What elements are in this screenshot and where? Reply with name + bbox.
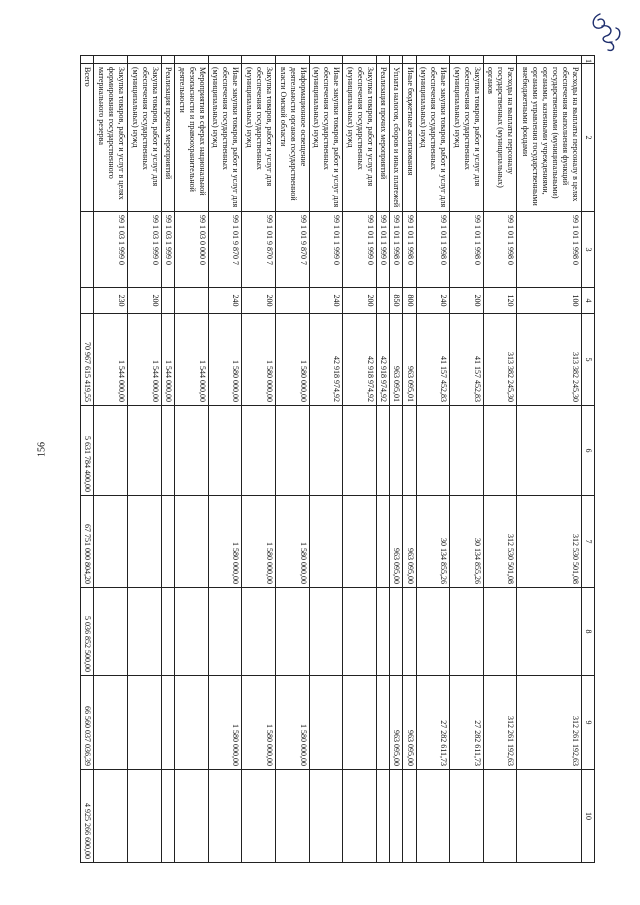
target-code-cell: 99 1 01 1 998 0 xyxy=(450,212,484,288)
total-amount-c6: 5 631 784 400,00 xyxy=(81,406,94,496)
header-row xyxy=(581,56,594,863)
target-code-cell: 99 1 01 9 870 7 xyxy=(242,212,276,288)
total-amount-c8: 5 036 852 500,00 xyxy=(81,588,94,676)
amount-cell-c5: 963 095,01 xyxy=(390,314,403,406)
amount-cell-c5: 1 544 000,00 xyxy=(128,314,162,406)
row-marker-cell xyxy=(517,56,581,64)
expense-type-cell: 240 xyxy=(208,288,242,314)
expense-name-cell: Информационное освещение деятельности органов государственной власти Омской области xyxy=(275,64,309,212)
amount-cell-c7 xyxy=(309,496,343,588)
row-marker-cell xyxy=(376,56,389,64)
amount-cell-c10 xyxy=(208,770,242,863)
row-marker-cell xyxy=(81,56,94,64)
budget-table xyxy=(80,55,595,863)
amount-cell-c10 xyxy=(128,770,162,863)
table-row xyxy=(343,56,377,863)
amount-cell-c8 xyxy=(450,588,484,676)
table-row xyxy=(309,56,343,863)
header-cell: 9 xyxy=(581,676,594,770)
expense-name-cell: Иные закупки товаров, работ и услуг для обеспечения государственных (муниципальных) нужд xyxy=(208,64,242,212)
amount-cell-c10 xyxy=(343,770,377,863)
row-marker-cell xyxy=(450,56,484,64)
total-amount-c9: 66 560 037 036,39 xyxy=(81,676,94,770)
amount-cell-c5: 963 095,01 xyxy=(403,314,416,406)
row-marker-cell xyxy=(343,56,377,64)
expense-type-cell xyxy=(161,288,174,314)
amount-cell-c9 xyxy=(376,676,389,770)
amount-cell-c8 xyxy=(376,588,389,676)
header-cell: 8 xyxy=(581,588,594,676)
total-amount-c7: 67 751 000 804,20 xyxy=(81,496,94,588)
amount-cell-c8 xyxy=(161,588,174,676)
expense-type-cell: 120 xyxy=(483,288,517,314)
expense-type-cell xyxy=(376,288,389,314)
expense-name-cell: Закупка товаров, работ и услуг для обеспечения государственных (муниципальных) нужд xyxy=(242,64,276,212)
expense-name-cell: Реализация прочих мероприятий xyxy=(161,64,174,212)
amount-cell-c7 xyxy=(174,496,208,588)
amount-cell-c8 xyxy=(390,588,403,676)
expense-type-cell: 200 xyxy=(242,288,276,314)
amount-cell-c5: 41 157 452,83 xyxy=(450,314,484,406)
row-marker-cell xyxy=(128,56,162,64)
header-cell: 3 xyxy=(581,212,594,288)
target-code-cell: 99 1 01 1 998 0 xyxy=(390,212,403,288)
expense-type-cell: 800 xyxy=(403,288,416,314)
table-row xyxy=(94,56,128,863)
table-row xyxy=(161,56,174,863)
total-amount-c5: 70 967 615 419,55 xyxy=(81,314,94,406)
expense-type-cell: 200 xyxy=(343,288,377,314)
header-cell: 4 xyxy=(581,288,594,314)
amount-cell-c6 xyxy=(174,406,208,496)
amount-cell-c7: 312 530 501,08 xyxy=(483,496,517,588)
amount-cell-c8 xyxy=(517,588,581,676)
target-code-cell: 99 1 01 1 998 0 xyxy=(483,212,517,288)
amount-cell-c8 xyxy=(208,588,242,676)
table-row xyxy=(242,56,276,863)
target-code-cell: 99 1 03 1 999 0 xyxy=(128,212,162,288)
table-row xyxy=(403,56,416,863)
handwritten-signature xyxy=(586,8,632,58)
amount-cell-c7 xyxy=(128,496,162,588)
amount-cell-c9: 312 261 192,63 xyxy=(517,676,581,770)
total-type-cell xyxy=(81,288,94,314)
table-row xyxy=(208,56,242,863)
amount-cell-c9 xyxy=(309,676,343,770)
expense-name-cell: Закупка товаров, работ и услуг для обеспечения государственных (муниципальных) нужд xyxy=(343,64,377,212)
amount-cell-c5: 1 580 000,00 xyxy=(208,314,242,406)
expense-type-cell: 850 xyxy=(390,288,403,314)
header-cell: 2 xyxy=(581,64,594,212)
table-row xyxy=(483,56,517,863)
amount-cell-c5: 313 382 245,30 xyxy=(483,314,517,406)
target-code-cell: 99 1 01 1 999 0 xyxy=(343,212,377,288)
amount-cell-c8 xyxy=(275,588,309,676)
amount-cell-c5: 1 580 000,00 xyxy=(275,314,309,406)
amount-cell-c7: 30 134 855,26 xyxy=(450,496,484,588)
amount-cell-c9: 312 261 192,63 xyxy=(483,676,517,770)
amount-cell-c10 xyxy=(242,770,276,863)
amount-cell-c6 xyxy=(376,406,389,496)
total-code-cell xyxy=(81,212,94,288)
amount-cell-c10 xyxy=(275,770,309,863)
expense-name-cell: Расходы на выплаты персоналу в целях обеспечения выполнения функций государственными (муниципальными) органами, казенными учреждениями, органами управления государственными внебюджетными фондами xyxy=(517,64,581,212)
row-marker-cell xyxy=(242,56,276,64)
amount-cell-c10 xyxy=(483,770,517,863)
amount-cell-c8 xyxy=(483,588,517,676)
amount-cell-c10 xyxy=(416,770,450,863)
amount-cell-c8 xyxy=(343,588,377,676)
row-marker-cell xyxy=(161,56,174,64)
amount-cell-c7 xyxy=(94,496,128,588)
amount-cell-c10 xyxy=(517,770,581,863)
total-label-cell: Всего xyxy=(81,64,94,212)
amount-cell-c6 xyxy=(343,406,377,496)
amount-cell-c9 xyxy=(94,676,128,770)
target-code-cell: 99 1 01 1 998 0 xyxy=(403,212,416,288)
amount-cell-c10 xyxy=(376,770,389,863)
header-cell: 7 xyxy=(581,496,594,588)
expense-name-cell: Реализация прочих мероприятий xyxy=(376,64,389,212)
expense-type-cell: 200 xyxy=(128,288,162,314)
amount-cell-c7: 1 580 000,00 xyxy=(208,496,242,588)
amount-cell-c5: 1 544 000,00 xyxy=(94,314,128,406)
amount-cell-c8 xyxy=(94,588,128,676)
amount-cell-c7: 312 530 501,08 xyxy=(517,496,581,588)
target-code-cell: 99 1 01 1 998 0 xyxy=(416,212,450,288)
amount-cell-c10 xyxy=(174,770,208,863)
amount-cell-c8 xyxy=(128,588,162,676)
amount-cell-c6 xyxy=(275,406,309,496)
table-row xyxy=(376,56,389,863)
expense-type-cell: 100 xyxy=(517,288,581,314)
amount-cell-c5: 1 580 000,00 xyxy=(242,314,276,406)
amount-cell-c6 xyxy=(403,406,416,496)
expense-type-cell xyxy=(174,288,208,314)
table-row xyxy=(128,56,162,863)
amount-cell-c10 xyxy=(450,770,484,863)
amount-cell-c8 xyxy=(416,588,450,676)
row-marker-cell xyxy=(174,56,208,64)
amount-cell-c6 xyxy=(94,406,128,496)
row-marker-cell xyxy=(403,56,416,64)
row-marker-cell xyxy=(390,56,403,64)
amount-cell-c6 xyxy=(483,406,517,496)
rotated-table-container xyxy=(80,55,595,862)
amount-cell-c9: 1 580 000,00 xyxy=(275,676,309,770)
expense-name-cell: Уплата налогов, сборов и иных платежей xyxy=(390,64,403,212)
amount-cell-c8 xyxy=(242,588,276,676)
expense-name-cell: Закупка товаров, работ и услуг для обеспечения государственных (муниципальных) нужд xyxy=(450,64,484,212)
expense-name-cell: Мероприятия в сферах национальной безопасности и правоохранительной деятельности xyxy=(174,64,208,212)
row-marker-cell xyxy=(275,56,309,64)
table-row xyxy=(174,56,208,863)
amount-cell-c6 xyxy=(161,406,174,496)
header-cell: 10 xyxy=(581,770,594,863)
amount-cell-c9: 27 282 611,73 xyxy=(416,676,450,770)
target-code-cell: 99 1 01 9 870 7 xyxy=(208,212,242,288)
total-row xyxy=(81,56,94,863)
expense-name-cell: Иные бюджетные ассигнования xyxy=(403,64,416,212)
target-code-cell: 99 1 01 1 999 0 xyxy=(309,212,343,288)
amount-cell-c5: 1 544 000,00 xyxy=(174,314,208,406)
amount-cell-c10 xyxy=(309,770,343,863)
amount-cell-c5: 41 157 452,83 xyxy=(416,314,450,406)
page-number: 156 xyxy=(36,442,48,457)
amount-cell-c6 xyxy=(517,406,581,496)
amount-cell-c6 xyxy=(128,406,162,496)
amount-cell-c10 xyxy=(94,770,128,863)
expense-name-cell: Иные закупки товаров, работ и услуг для обеспечения государственных (муниципальных) нужд xyxy=(309,64,343,212)
amount-cell-c6 xyxy=(208,406,242,496)
amount-cell-c5: 42 918 974,92 xyxy=(376,314,389,406)
amount-cell-c7: 1 580 000,00 xyxy=(275,496,309,588)
target-code-cell: 99 1 01 1 999 0 xyxy=(376,212,389,288)
target-code-cell: 99 1 01 9 870 7 xyxy=(275,212,309,288)
amount-cell-c9: 1 580 000,00 xyxy=(208,676,242,770)
amount-cell-c5: 42 918 974,92 xyxy=(309,314,343,406)
expense-name-cell: Закупка товаров, работ и услуг в целях формирования государственного материального резерва xyxy=(94,64,128,212)
target-code-cell: 99 1 03 0 000 0 xyxy=(174,212,208,288)
amount-cell-c6 xyxy=(450,406,484,496)
expense-type-cell xyxy=(275,288,309,314)
expense-name-cell: Закупка товаров, работ и услуг для обеспечения государственных (муниципальных) нужд xyxy=(128,64,162,212)
amount-cell-c5: 313 382 245,30 xyxy=(517,314,581,406)
amount-cell-c7: 963 095,00 xyxy=(390,496,403,588)
expense-name-cell: Иные закупки товаров, работ и услуг для обеспечения государственных (муниципальных) нужд xyxy=(416,64,450,212)
amount-cell-c6 xyxy=(390,406,403,496)
amount-cell-c7 xyxy=(376,496,389,588)
amount-cell-c5: 1 544 000,00 xyxy=(161,314,174,406)
amount-cell-c7 xyxy=(161,496,174,588)
header-cell: 6 xyxy=(581,406,594,496)
header-cell: 1 xyxy=(581,56,594,64)
amount-cell-c6 xyxy=(242,406,276,496)
row-marker-cell xyxy=(416,56,450,64)
expense-type-cell: 240 xyxy=(309,288,343,314)
table-row xyxy=(450,56,484,863)
amount-cell-c8 xyxy=(309,588,343,676)
amount-cell-c8 xyxy=(174,588,208,676)
amount-cell-c8 xyxy=(403,588,416,676)
expense-type-cell: 230 xyxy=(94,288,128,314)
amount-cell-c7: 1 580 000,00 xyxy=(242,496,276,588)
row-marker-cell xyxy=(309,56,343,64)
amount-cell-c7: 30 134 855,26 xyxy=(416,496,450,588)
amount-cell-c9 xyxy=(161,676,174,770)
amount-cell-c9: 963 095,00 xyxy=(403,676,416,770)
amount-cell-c7: 963 095,00 xyxy=(403,496,416,588)
header-cell: 5 xyxy=(581,314,594,406)
table-row xyxy=(517,56,581,863)
row-marker-cell xyxy=(94,56,128,64)
expense-name-cell: Расходы на выплаты персоналу государственных (муниципальных) органов xyxy=(483,64,517,212)
table-row xyxy=(416,56,450,863)
amount-cell-c9: 1 580 000,00 xyxy=(242,676,276,770)
amount-cell-c10 xyxy=(403,770,416,863)
expense-type-cell: 200 xyxy=(450,288,484,314)
amount-cell-c6 xyxy=(309,406,343,496)
target-code-cell: 99 1 03 1 999 0 xyxy=(161,212,174,288)
amount-cell-c9: 27 282 611,73 xyxy=(450,676,484,770)
row-marker-cell xyxy=(483,56,517,64)
amount-cell-c9 xyxy=(128,676,162,770)
amount-cell-c9: 963 095,00 xyxy=(390,676,403,770)
amount-cell-c10 xyxy=(161,770,174,863)
amount-cell-c9 xyxy=(174,676,208,770)
expense-type-cell: 240 xyxy=(416,288,450,314)
table-row xyxy=(390,56,403,863)
total-amount-c10: 4 925 266 600,00 xyxy=(81,770,94,863)
amount-cell-c6 xyxy=(416,406,450,496)
amount-cell-c7 xyxy=(343,496,377,588)
table-row xyxy=(275,56,309,863)
amount-cell-c10 xyxy=(390,770,403,863)
target-code-cell: 99 1 01 1 998 0 xyxy=(517,212,581,288)
amount-cell-c9 xyxy=(343,676,377,770)
target-code-cell: 99 1 03 1 999 0 xyxy=(94,212,128,288)
row-marker-cell xyxy=(208,56,242,64)
amount-cell-c5: 42 918 974,92 xyxy=(343,314,377,406)
